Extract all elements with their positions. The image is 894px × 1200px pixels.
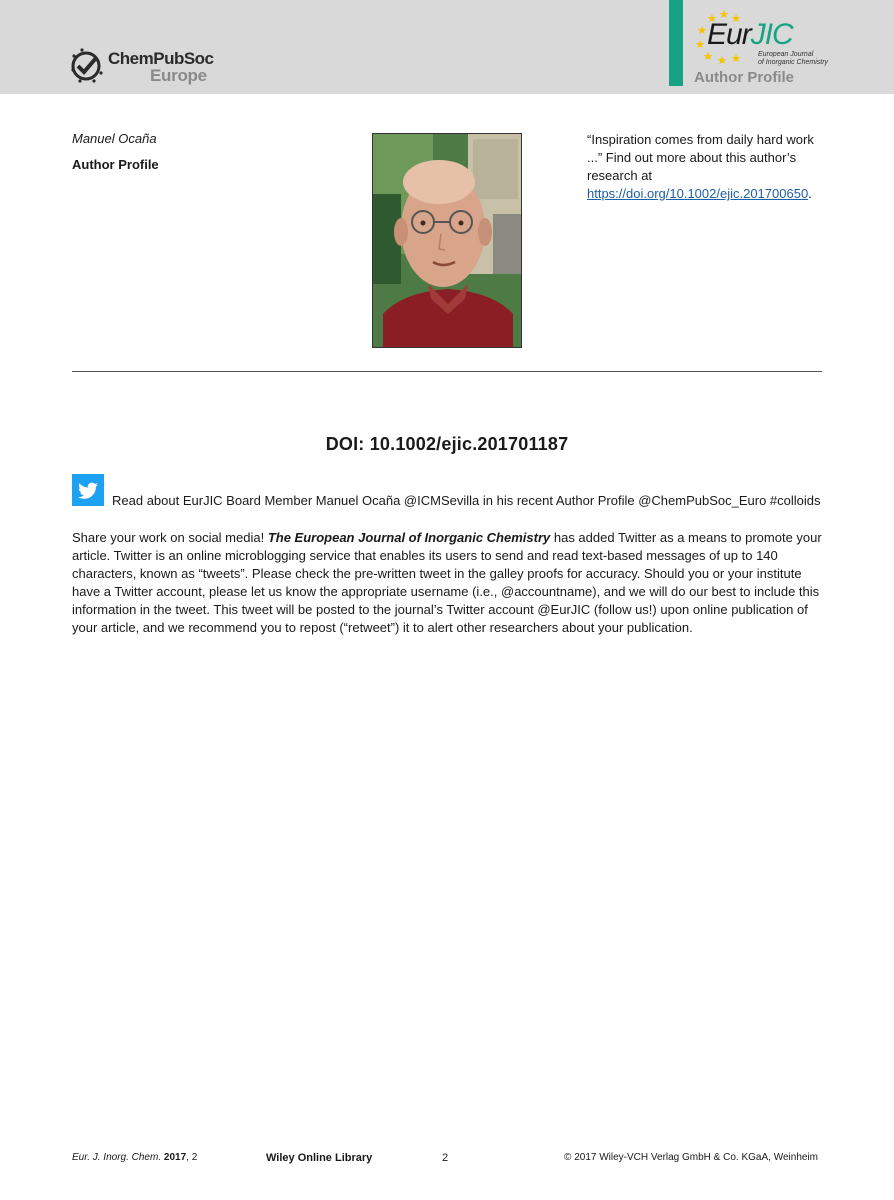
article-doi-link[interactable]: https://doi.org/10.1002/ejic.201700650 <box>587 186 809 201</box>
page-header <box>0 0 894 94</box>
author-profile-label: Author Profile <box>72 157 159 172</box>
footer-issue: , 2 <box>186 1152 198 1163</box>
doi-heading: DOI: 10.1002/ejic.201701187 <box>325 434 569 454</box>
author-portrait-image <box>373 134 522 348</box>
footer-citation <box>72 1152 197 1163</box>
journal-logo-eur: Eur <box>707 18 751 51</box>
footer-journal-abbrev: Eur. J. Inorg. Chem. <box>72 1152 162 1163</box>
chempubsoc-star-icon <box>70 46 106 84</box>
footer-year: 2017 <box>163 1152 187 1163</box>
pre-written-tweet: Read about EurJIC Board Member Manuel Ocaña @ICMSevilla in his recent Author Profile @ChemPubSoc_Euro #colloids <box>112 493 821 508</box>
twitter-bird-icon <box>72 474 104 506</box>
body-rest: has added Twitter as a means to promote your article. Twitter is an online microblogging service that enables its users to send and read text-based messages of up to 140 characters, known as “tweets”. Please check the pre-written tweet in the galley proofs for accuracy. Should you or your institute have a Twitter account, please let us know the appropriate username (i.e., @accountname), and we will do our best to include this information in the tweet. This tweet will be posted to the journal’s Twitter account @EurJIC (follow us!) upon online publication of your article, and we recommend you to repost (“retweet”) it to alert other researchers about your publication. <box>72 530 822 635</box>
journal-logo-jic: JIC <box>750 18 793 51</box>
quote-trail: . <box>808 186 812 201</box>
body-paragraph <box>72 529 824 637</box>
body-intro: Share your work on social media! <box>72 530 268 545</box>
footer-copyright: © 2017 Wiley-VCH Verlag GmbH & Co. KGaA, Weinheim <box>564 1152 818 1163</box>
page-footer <box>0 1152 894 1168</box>
publisher-name: ChemPubSoc <box>108 49 214 68</box>
section-label: Author Profile <box>694 69 794 86</box>
publisher-sub: Europe <box>150 66 207 85</box>
journal-title: The European Journal of Inorganic Chemistry <box>267 530 551 545</box>
page-number: 2 <box>442 1152 449 1164</box>
author-name: Manuel Ocaña <box>72 131 157 146</box>
quote-text: “Inspiration comes from daily hard work ...” Find out more about this author’s research at <box>587 132 814 183</box>
journal-logo-line2: of Inorganic Chemistry <box>758 59 829 66</box>
section-divider <box>72 371 822 372</box>
journal-logo <box>707 18 793 52</box>
accent-bar <box>669 0 683 86</box>
author-quote <box>587 131 827 203</box>
author-photo <box>372 133 522 348</box>
chempubsoc-logo <box>70 46 220 88</box>
journal-logo-line1: European Journal <box>758 51 814 58</box>
footer-library: Wiley Online Library <box>266 1152 373 1164</box>
